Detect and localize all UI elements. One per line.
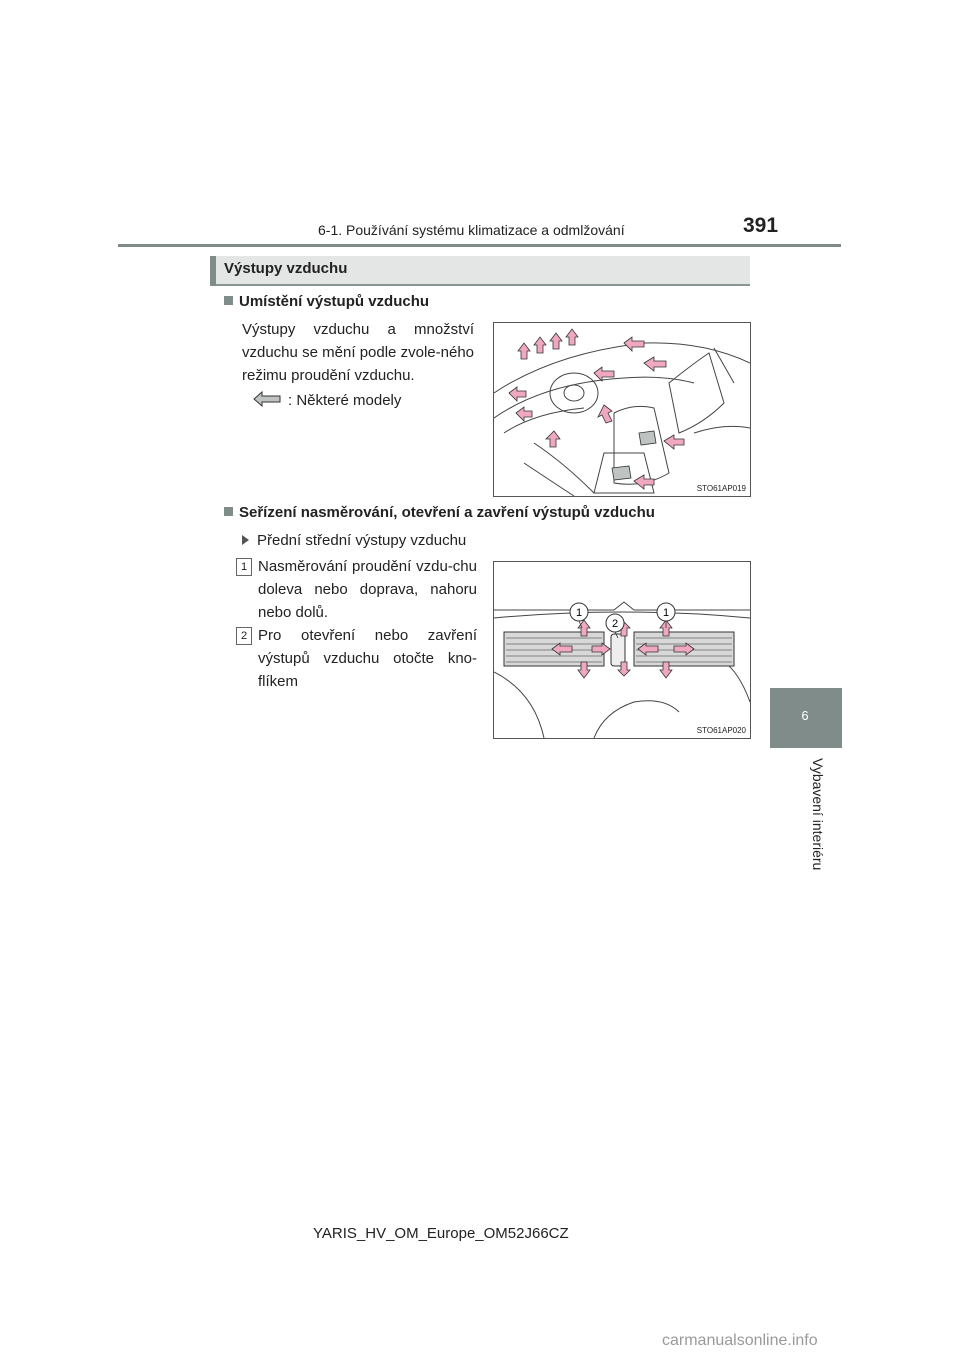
step-number-2: 2	[236, 627, 252, 645]
chapter-label: Vybavení interiéru	[810, 758, 826, 871]
callout-1-left: 1	[575, 607, 583, 619]
subheading-location	[224, 293, 429, 310]
location-paragraph: Výstupy vzduchu a množství vzduchu se mění podle zvole-ného režimu proudění vzduchu.	[242, 321, 474, 384]
legend-text: : Některé modely	[288, 392, 402, 409]
step-text-2: Pro otevření nebo zavření výstupů vzduchu otočte kno-flíkem	[258, 627, 477, 690]
figure-code-2: STO61AP020	[696, 726, 746, 735]
callout-1-right: 1	[662, 607, 670, 619]
subheading-adjust-text: Seřízení nasměrování, otevření a zavření výstupů vzduchu	[239, 504, 655, 521]
figure-code-1: STO61AP019	[696, 484, 746, 493]
subheading-location-text: Umístění výstupů vzduchu	[239, 293, 430, 310]
footer-doc-id: YARIS_HV_OM_Europe_OM52J66CZ	[313, 1225, 569, 1242]
callout-2: 2	[611, 618, 619, 630]
subheading-adjust	[224, 504, 655, 521]
section-bar-accent	[210, 256, 216, 286]
step-text-1: Nasměrování proudění vzdu-chu doleva nebo doprava, nahoru nebo dolů.	[258, 558, 477, 621]
page-number: 391	[743, 214, 779, 237]
step-number-1: 1	[236, 558, 252, 576]
gray-vent-arrow-icon	[252, 390, 282, 408]
square-bullet-icon	[224, 507, 233, 516]
header-rule	[118, 244, 841, 247]
section-title: Výstupy vzduchu	[224, 260, 348, 277]
bullet-front-vents	[242, 529, 466, 552]
triangle-bullet-icon	[242, 535, 249, 545]
cabin-air-vents-figure	[493, 322, 751, 497]
bullet-front-vents-text: Přední střední výstupy vzduchu	[257, 532, 467, 549]
square-bullet-icon	[224, 296, 233, 305]
watermark: carmanualsonline.info	[662, 1332, 818, 1349]
chapter-number: 6	[801, 708, 809, 723]
center-vents-illustration	[494, 562, 750, 738]
center-vents-figure	[493, 561, 751, 739]
header-title: 6-1. Používání systému klimatizace a odmlžování	[318, 222, 625, 238]
cabin-illustration	[494, 323, 750, 496]
